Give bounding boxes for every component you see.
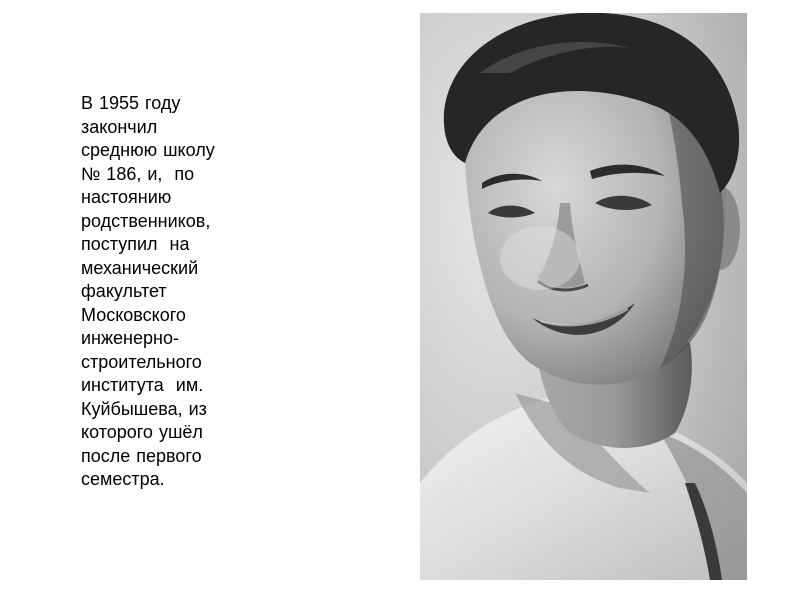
caption-line: Московского (81, 304, 186, 325)
caption-line: В 1955 году (81, 93, 181, 113)
caption-line: инженерно- (81, 328, 179, 348)
cheek-highlight (500, 226, 580, 290)
caption-line: после первого (81, 445, 202, 466)
caption-line: настоянию (81, 187, 172, 207)
caption-line: семестра. (81, 469, 165, 489)
caption-line: факультет (81, 281, 167, 301)
caption-line: Куйбышева, из (81, 398, 207, 419)
caption-line: строительного (81, 351, 202, 372)
caption-line: института им. (81, 375, 204, 395)
caption-line: поступил на (81, 234, 190, 254)
portrait-illustration (420, 13, 747, 580)
caption-line: среднюю школу (81, 140, 215, 160)
portrait-photo (420, 13, 747, 580)
caption-line: № 186, и, по (81, 163, 195, 184)
caption-line: родственников, (81, 210, 211, 231)
caption-line: закончил (81, 116, 158, 137)
caption-line: механический (81, 257, 199, 278)
caption-text (81, 92, 281, 492)
caption-line: которого ушёл (81, 422, 203, 442)
